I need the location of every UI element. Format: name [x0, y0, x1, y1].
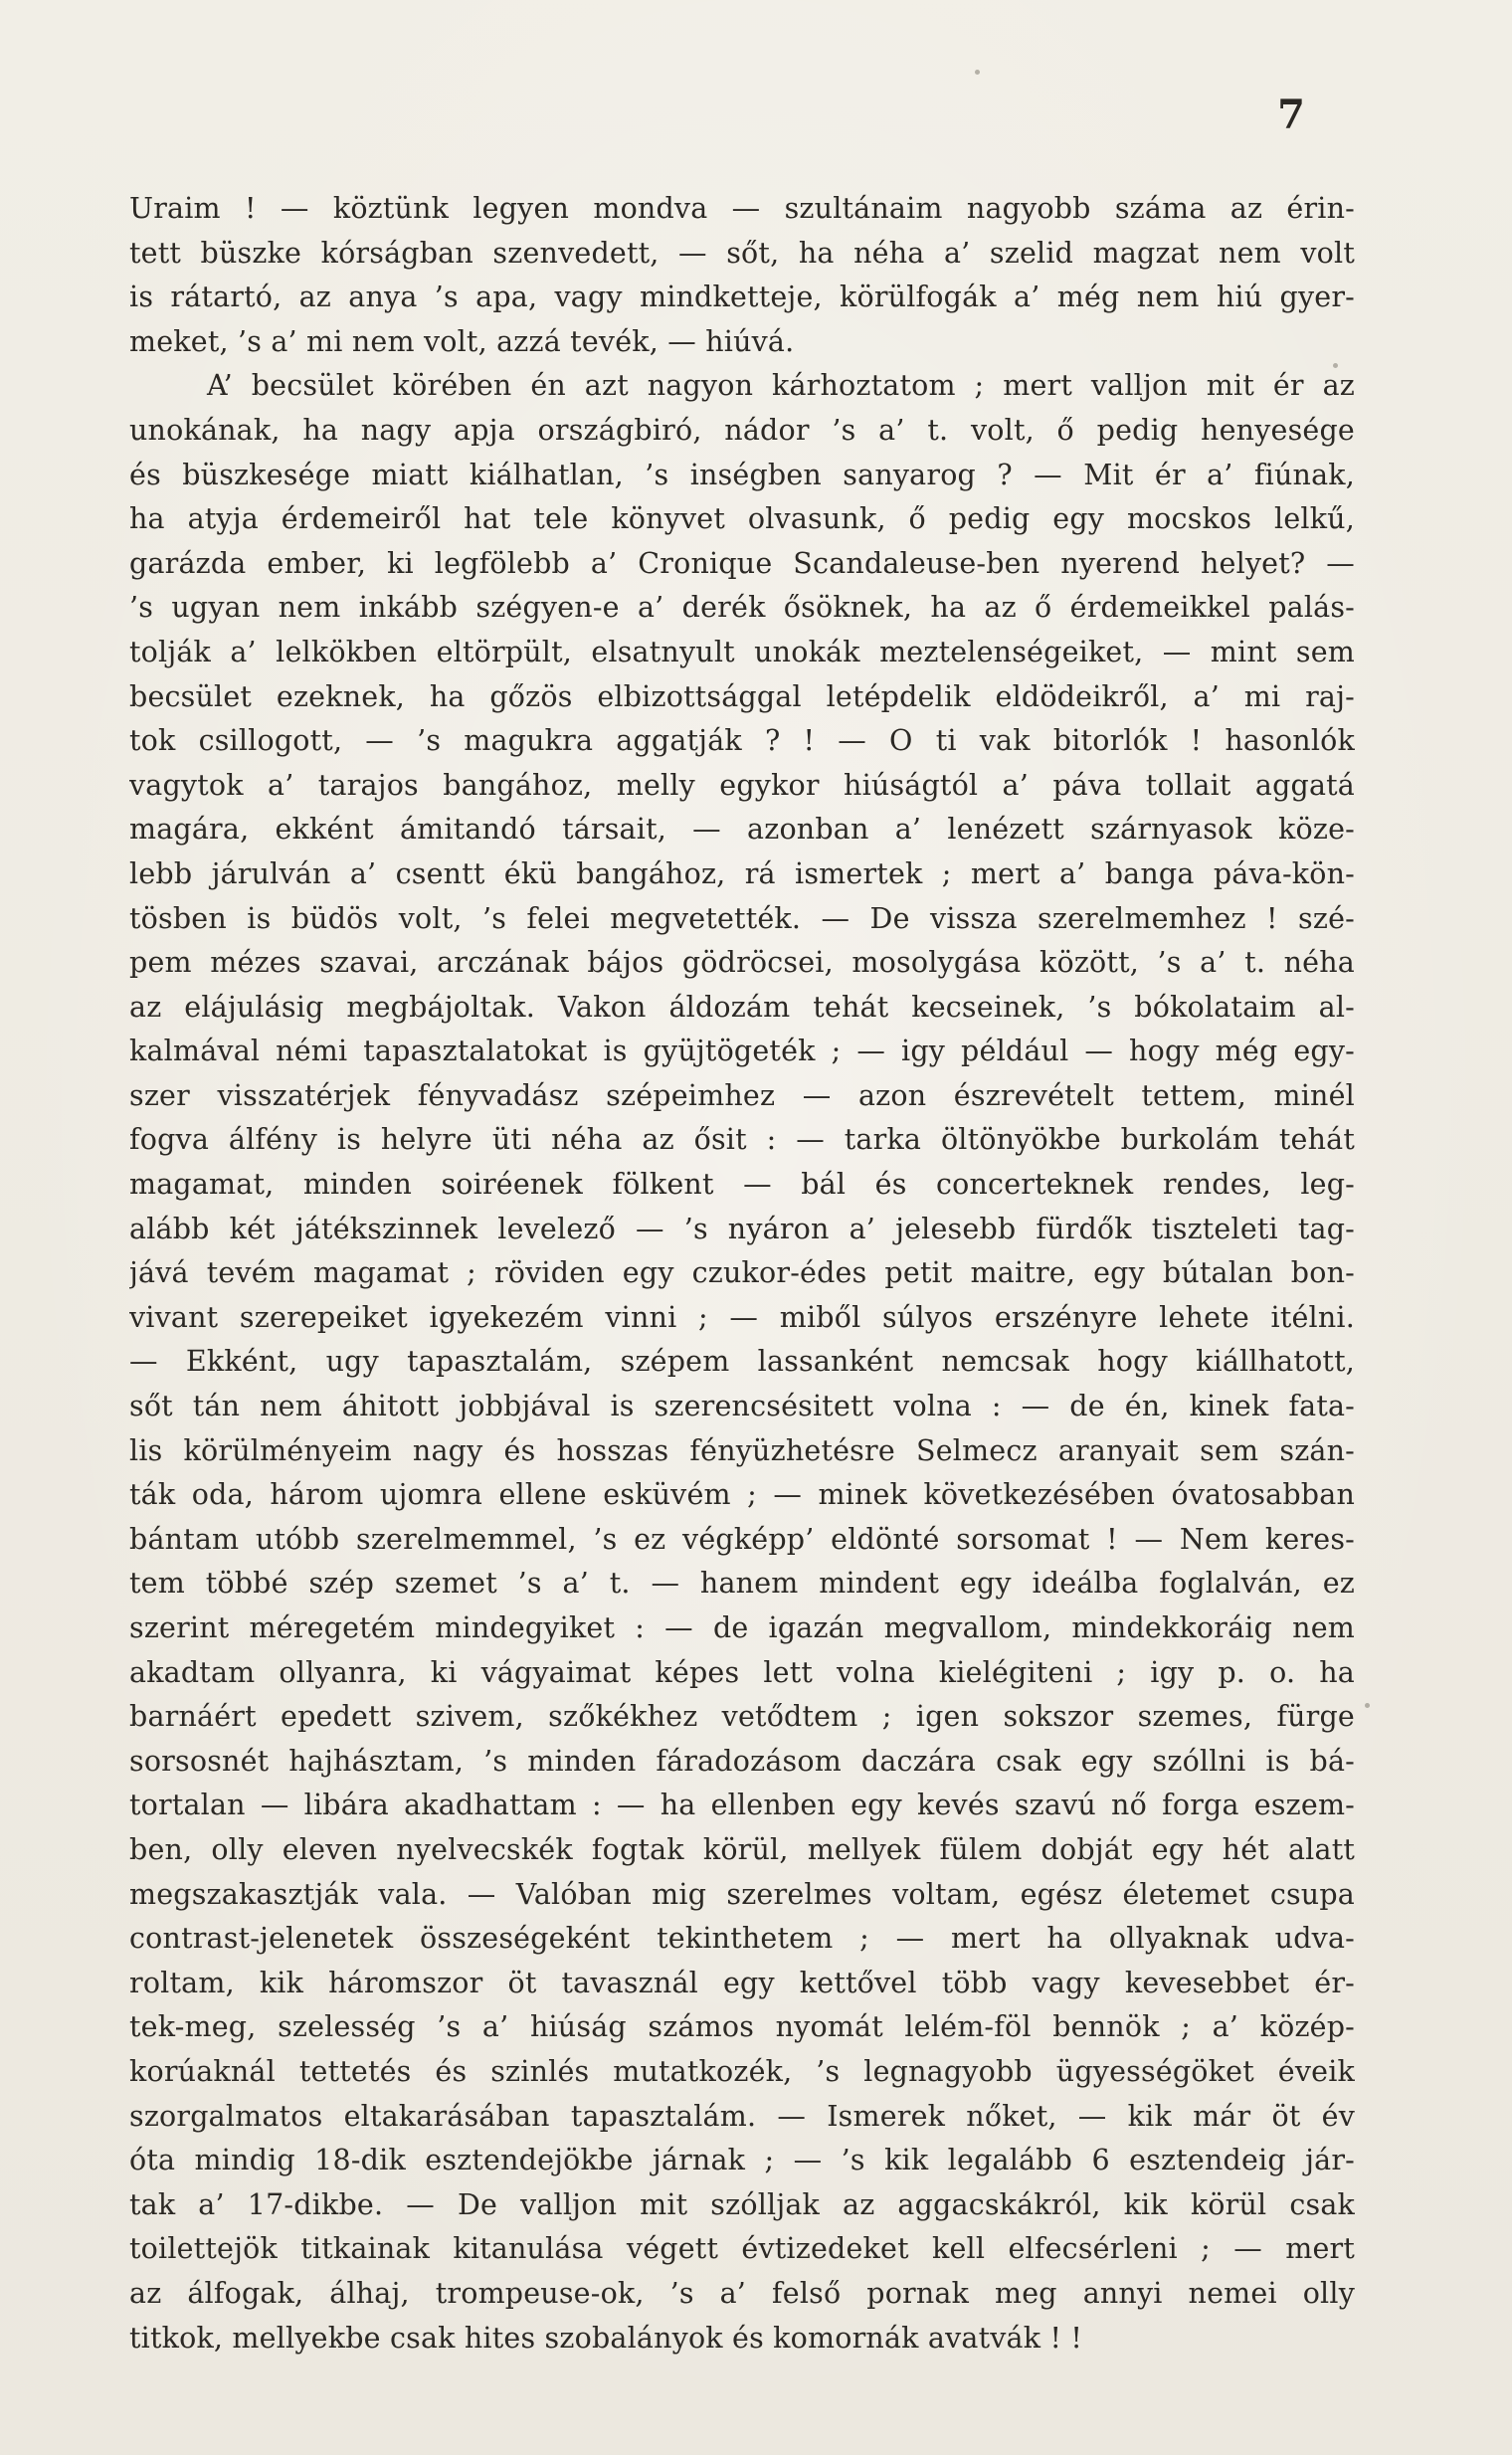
text-line: szer visszatérjek fényvadász szépeimhez — azon észrevételt tettem, minél — [129, 1078, 1355, 1112]
text-line: tett büszke kórságban szenvedett, — sőt, ha néha a’ szelid magzat nem volt — [129, 236, 1355, 270]
text-line: korúaknál tettetés és szinlés mutatkozék, ’s legnagyobb ügyességöket éveik — [129, 2054, 1355, 2088]
text-line: tak a’ 17-dikbe. — De valljon mit szólljak az aggacskákról, kik körül csak — [129, 2187, 1355, 2221]
text-line: contrast-jelenetek összeségeként tekinthetem ; — mert ha ollyaknak udva- — [129, 1922, 1355, 1956]
text-line: óta mindig 18-dik esztendejökbe járnak ; — ’s kik legalább 6 esztendeig jár- — [129, 2144, 1355, 2177]
text-line: tek-meg, szelesség ’s a’ hiúság számos nyomát lelém-föl bennök ; a’ közép- — [129, 2010, 1355, 2044]
text-line: is rátartó, az anya ’s apa, vagy mindketteje, körülfogák a’ még nem hiú gyer- — [129, 281, 1355, 314]
text-line: tolják a’ lelkökben eltörpült, elsatnyult unokák meztelenségeiket, — mint sem — [129, 635, 1355, 668]
text-line: ták oda, három ujomra ellene esküvém ; — minek következésében óvatosabban — [129, 1478, 1355, 1512]
text-line: ben, olly eleven nyelvecskék fogtak körül, mellyek fülem dobját egy hét alatt — [129, 1832, 1355, 1866]
text-line: barnáért epedett szivem, szőkékhez vetődtem ; igen sokszor szemes, fürge — [129, 1700, 1355, 1734]
text-line: az álfogak, álhaj, trompeuse-ok, ’s a’ felső pornak meg annyi nemei olly — [129, 2276, 1355, 2310]
text-line: vagytok a’ tarajos bangához, melly egykor hiúságtól a’ páva tollait aggatá — [129, 768, 1355, 802]
text-line: titkok, mellyekbe csak hites szobalányok és komornák avatvák ! ! — [129, 2321, 1083, 2355]
text-line: Uraim ! — köztünk legyen mondva — szultánaim nagyobb száma az érin- — [129, 192, 1355, 225]
text-line: ’s ugyan nem inkább szégyen-e a’ derék ősöknek, ha az ő érdemeikkel palás- — [129, 591, 1355, 625]
text-line: roltam, kik háromszor öt tavasznál egy kettővel több vagy kevesebbet ér- — [129, 1966, 1355, 1999]
text-line: meket, ’s a’ mi nem volt, azzá tevék, — hiúvá. — [129, 324, 795, 358]
text-line: becsület ezeknek, ha gőzös elbizottsággal letépdelik eldödeikről, a’ mi raj- — [129, 679, 1355, 713]
body-text — [129, 187, 1355, 2361]
text-line: unokának, ha nagy apja országbiró, nádor ’s a’ t. volt, ő pedig henyesége — [129, 413, 1355, 447]
text-line: sőt tán nem áhitott jobbjával is szerencsésitett volna : — de én, kinek fata- — [129, 1390, 1355, 1423]
text-line: jává tevém magamat ; röviden egy czukor-édes petit maitre, egy bútalan bon- — [129, 1256, 1355, 1290]
text-line: tösben is büdös volt, ’s felei megvetették. — De vissza szerelmemhez ! szé- — [129, 901, 1355, 935]
text-line: az elájulásig megbájoltak. Vakon áldozám tehát kecseinek, ’s bókolataim al- — [129, 990, 1355, 1024]
text-line: megszakasztják vala. — Valóban mig szerelmes voltam, egész életemet csupa — [129, 1877, 1355, 1911]
text-line: — Ekként, ugy tapasztalám, szépem lassanként nemcsak hogy kiállhatott, — [129, 1345, 1355, 1379]
text-line: szerint méregetém mindegyiket : — de igazán megvallom, mindekkoráig nem — [129, 1611, 1355, 1644]
text-line: lebb járulván a’ csentt ékü bangához, rá ismertek ; mert a’ banga páva-kön- — [129, 856, 1355, 890]
text-line: toilettejök titkainak kitanulása végett évtizedeket kell elfecsérleni ; — mert — [129, 2232, 1355, 2266]
paper-speck — [975, 70, 980, 75]
text-line: tok csillogott, — ’s magukra aggatják ? ! — O ti vak bitorlók ! hasonlók — [129, 724, 1355, 758]
text-line: alább két játékszinnek levelező — ’s nyáron a’ jelesebb fürdők tiszteleti tag- — [129, 1212, 1355, 1245]
paper-speck — [1365, 1703, 1370, 1708]
page-number: 7 — [1277, 92, 1305, 138]
text-line: garázda ember, ki legfölebb a’ Cronique Scandaleuse-ben nyerend helyet? — — [129, 546, 1355, 580]
text-line: kalmával némi tapasztalatokat is gyüjtögeték ; — igy például — hogy még egy- — [129, 1035, 1355, 1068]
text-line: bántam utóbb szerelmemmel, ’s ez végképp’ eldönté sorsomat ! — Nem keres- — [129, 1522, 1355, 1556]
text-line: A’ becsület körében én azt nagyon kárhoztatom ; mert valljon mit ér az — [207, 369, 1355, 403]
text-line: sorsosnét hajhásztam, ’s minden fáradozásom daczára csak egy szóllni is bá- — [129, 1744, 1355, 1778]
text-line: pem mézes szavai, arczának bájos gödröcsei, mosolygása között, ’s a’ t. néha — [129, 946, 1355, 980]
text-line: vivant szerepeiket igyekezém vinni ; — miből súlyos erszényre lehete itélni. — [129, 1300, 1355, 1334]
text-line: magára, ekként ámitandó társait, — azonban a’ lenézett szárnyasok köze- — [129, 813, 1355, 847]
text-line: és büszkesége miatt kiálhatlan, ’s inségben sanyarog ? — Mit ér a’ fiúnak, — [129, 458, 1355, 491]
text-line: magamat, minden soiréenek fölkent — bál és concerteknek rendes, leg- — [129, 1168, 1355, 1202]
text-line: szorgalmatos eltakarásában tapasztalám. — Ismerek nőket, — kik már öt év — [129, 2099, 1355, 2133]
text-line: tortalan — libára akadhattam : — ha ellenben egy kevés szavú nő forga eszem- — [129, 1789, 1355, 1822]
text-line: tem többé szép szemet ’s a’ t. — hanem mindent egy ideálba foglalván, ez — [129, 1567, 1355, 1601]
paper-speck — [1333, 363, 1338, 368]
text-line: akadtam ollyanra, ki vágyaimat képes lett volna kielégiteni ; igy p. o. ha — [129, 1655, 1355, 1689]
text-line: ha atyja érdemeiről hat tele könyvet olvasunk, ő pedig egy mocskos lelkű, — [129, 502, 1355, 536]
text-line: fogva álfény is helyre üti néha az ősit : — tarka öltönyökbe burkolám tehát — [129, 1123, 1355, 1157]
text-line: lis körülményeim nagy és hosszas fényüzhetésre Selmecz aranyait sem szán- — [129, 1433, 1355, 1467]
